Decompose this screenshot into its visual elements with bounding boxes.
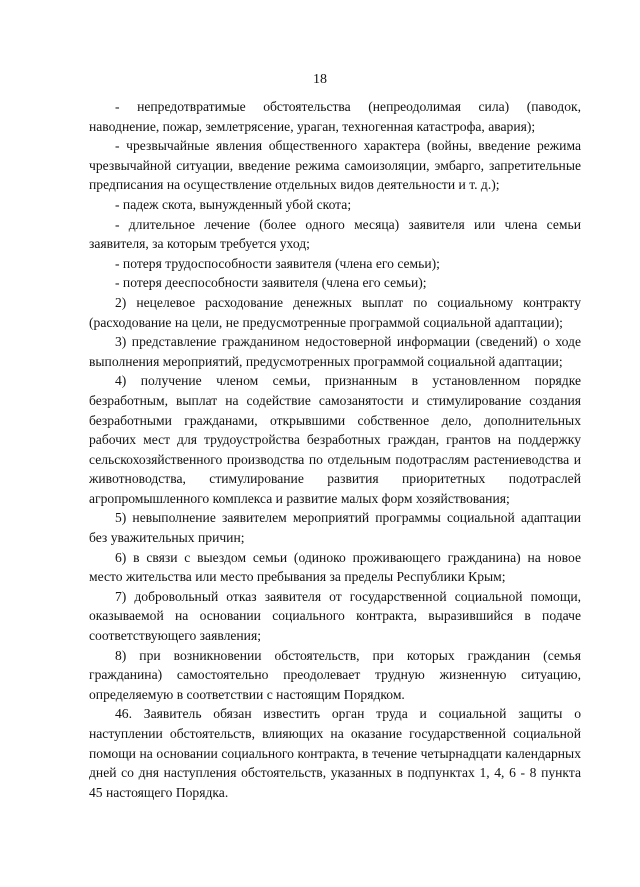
paragraph-loss-of-work-capacity: - потеря трудоспособности заявителя (члена его семьи); bbox=[115, 255, 440, 271]
paragraph-item-7: 7) добровольный отказ заявителя от государственной социальной помощи, оказываемой на основании социального контракта, выразившийся в подаче соответствующего заявления; bbox=[89, 588, 581, 644]
paragraph-item-5: 5) невыполнение заявителем мероприятий программы социальной адаптации без уважительных причин; bbox=[89, 510, 581, 546]
paragraph-long-treatment: - длительное лечение (более одного месяца) заявителя или члена семьи заявителя, за которым требуется уход; bbox=[89, 216, 581, 252]
page-number: 18 bbox=[313, 72, 327, 87]
paragraph-item-3: 3) представление гражданином недостоверной информации (сведений) о ходе выполнения мероприятий, предусмотренных программой социальной адаптации; bbox=[89, 334, 581, 369]
paragraph-loss-of-legal-capacity: - потеря дееспособности заявителя (члена его семьи); bbox=[115, 275, 427, 291]
paragraph-emergency-events: - чрезвычайные явления общественного характера (войны, введение режима чрезвычайной ситуации, введение режима самоизоляции, эмбарго, запретительные предписания на осуществление отдельных видов деятельности и т. д.); bbox=[89, 138, 581, 193]
document-body bbox=[89, 97, 581, 802]
paragraph-livestock-loss: - падеж скота, вынужденный убой скота; bbox=[115, 196, 352, 212]
paragraph-item-8: 8) при возникновении обстоятельств, при которых гражданин (семья гражданина) самостоятельно преодолевает трудную жизненную ситуацию, определяемую в соответствии с настоящим Порядком. bbox=[89, 647, 581, 702]
paragraph-item-4: 4) получение членом семьи, признанным в установленном порядке безработным, выплат на содействие самозанятости и стимулирование создания безработными гражданами, открывшими собственное дело, дополнительных рабочих мест для трудоустройства безработных граждан, грантов на поддержку сельскохозяйственного производства по отдельным подотраслям растениеводства и животноводства, стимулирование развития приоритетных подотраслей агропромышленного комплекса и развитие малых форм хозяйствования; bbox=[89, 373, 581, 506]
paragraph-item-6: 6) в связи с выездом семьи (одиноко проживающего гражданина) на новое место жительства или место пребывания за пределы Республики Крым; bbox=[89, 549, 581, 585]
paragraph-force-majeure: - непредотвратимые обстоятельства (непреодолимая сила) (паводок, наводнение, пожар, землетрясение, ураган, техногенная катастрофа, авария); bbox=[89, 99, 581, 134]
paragraph-item-2: 2) нецелевое расходование денежных выплат по социальному контракту (расходование на цели, не предусмотренные программой социальной адаптации); bbox=[89, 294, 581, 330]
paragraph-section-46: 46. Заявитель обязан известить орган труда и социальной защиты о наступлении обстоятельств, влияющих на оказание государственной социальной помощи на основании социального контракта, в течение четырнадцати календарных дней со дня наступления обстоятельств, указанных в подпунктах 1, 4, 6 - 8 пункта 45 настоящего Порядка. bbox=[89, 706, 581, 800]
